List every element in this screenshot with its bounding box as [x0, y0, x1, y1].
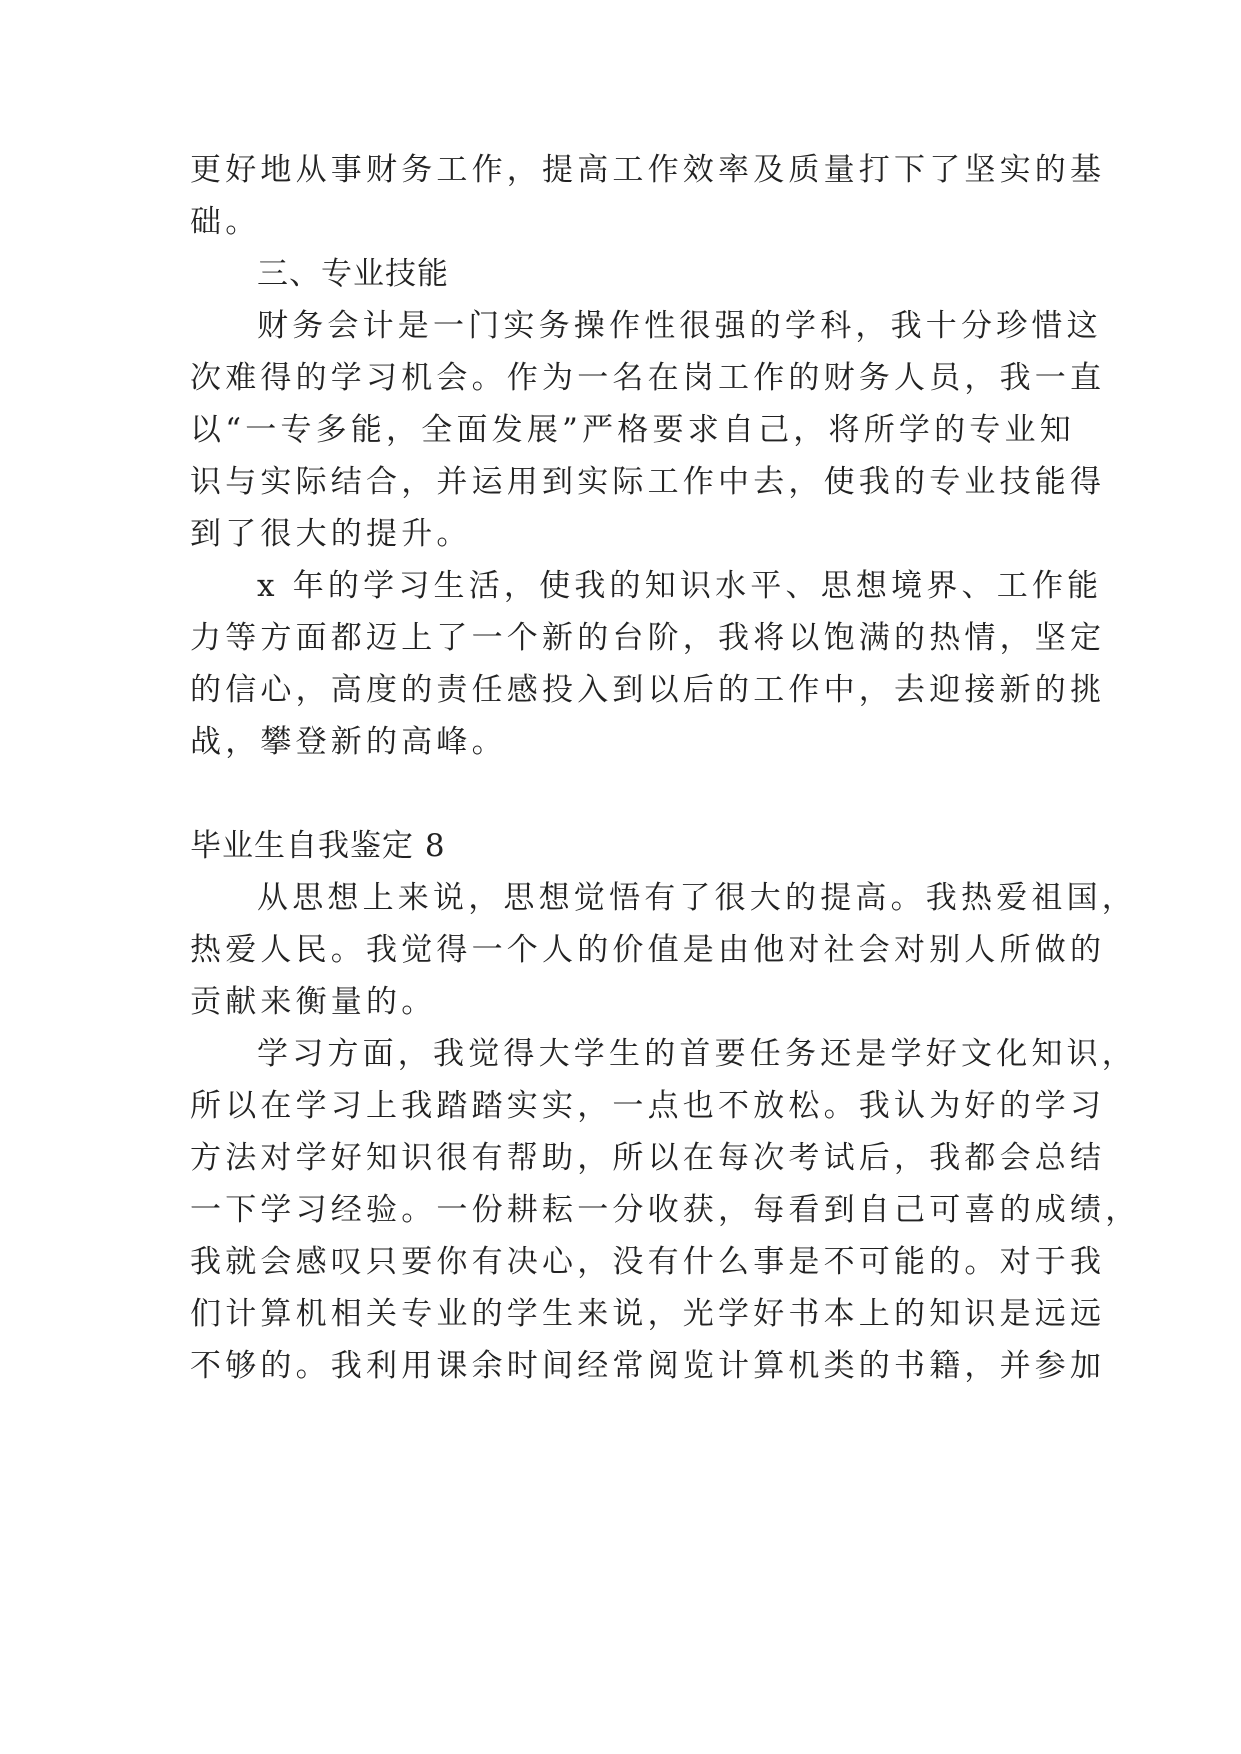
text-line: 们计算机相关专业的学生来说，光学好书本上的知识是远远 [190, 1296, 1106, 1332]
text-line: x 年的学习生活，使我的知识水平、思想境界、工作能 [257, 568, 1103, 604]
text-line: 到了很大的提升。 [190, 516, 472, 552]
text-line: 财务会计是一门实务操作性很强的学科，我十分珍惜这 [257, 308, 1102, 344]
text-line: 础。 [190, 204, 261, 240]
text-line: 所以在学习上我踏踏实实，一点也不放松。我认为好的学习 [190, 1088, 1106, 1124]
text-line: 以“一专多能，全面发展”严格要求自己，将所学的专业知 [190, 412, 1075, 448]
text-line: 次难得的学习机会。作为一名在岗工作的财务人员，我一直 [190, 360, 1106, 396]
text-line: 方法对学好知识很有帮助，所以在每次考试后，我都会总结 [190, 1140, 1106, 1176]
text-line: 不够的。我利用课余时间经常阅览计算机类的书籍，并参加 [190, 1348, 1106, 1384]
text-line: 的信心，高度的责任感投入到以后的工作中，去迎接新的挑 [190, 672, 1106, 708]
text-line: 力等方面都迈上了一个新的台阶，我将以饱满的热情，坚定 [190, 620, 1106, 656]
text-line: 从思想上来说，思想觉悟有了很大的提高。我热爱祖国， [257, 880, 1137, 916]
section-heading: 三、专业技能 [257, 256, 449, 292]
text-line: 我就会感叹只要你有决心，没有什么事是不可能的。对于我 [190, 1244, 1106, 1280]
text-line: 识与实际结合，并运用到实际工作中去，使我的专业技能得 [190, 464, 1106, 500]
text-line: 一下学习经验。一份耕耘一分收获，每看到自己可喜的成绩， [190, 1192, 1141, 1228]
text-line: 贡献来衡量的。 [190, 984, 437, 1020]
text-line: 更好地从事财务工作，提高工作效率及质量打下了坚实的基 [190, 152, 1106, 188]
text-line: 战，攀登新的高峰。 [190, 724, 507, 760]
text-line: 学习方面，我觉得大学生的首要任务还是学好文化知识， [257, 1036, 1137, 1072]
section-title: 毕业生自我鉴定 8 [190, 828, 446, 864]
text-line: 热爱人民。我觉得一个人的价值是由他对社会对别人所做的 [190, 932, 1106, 968]
